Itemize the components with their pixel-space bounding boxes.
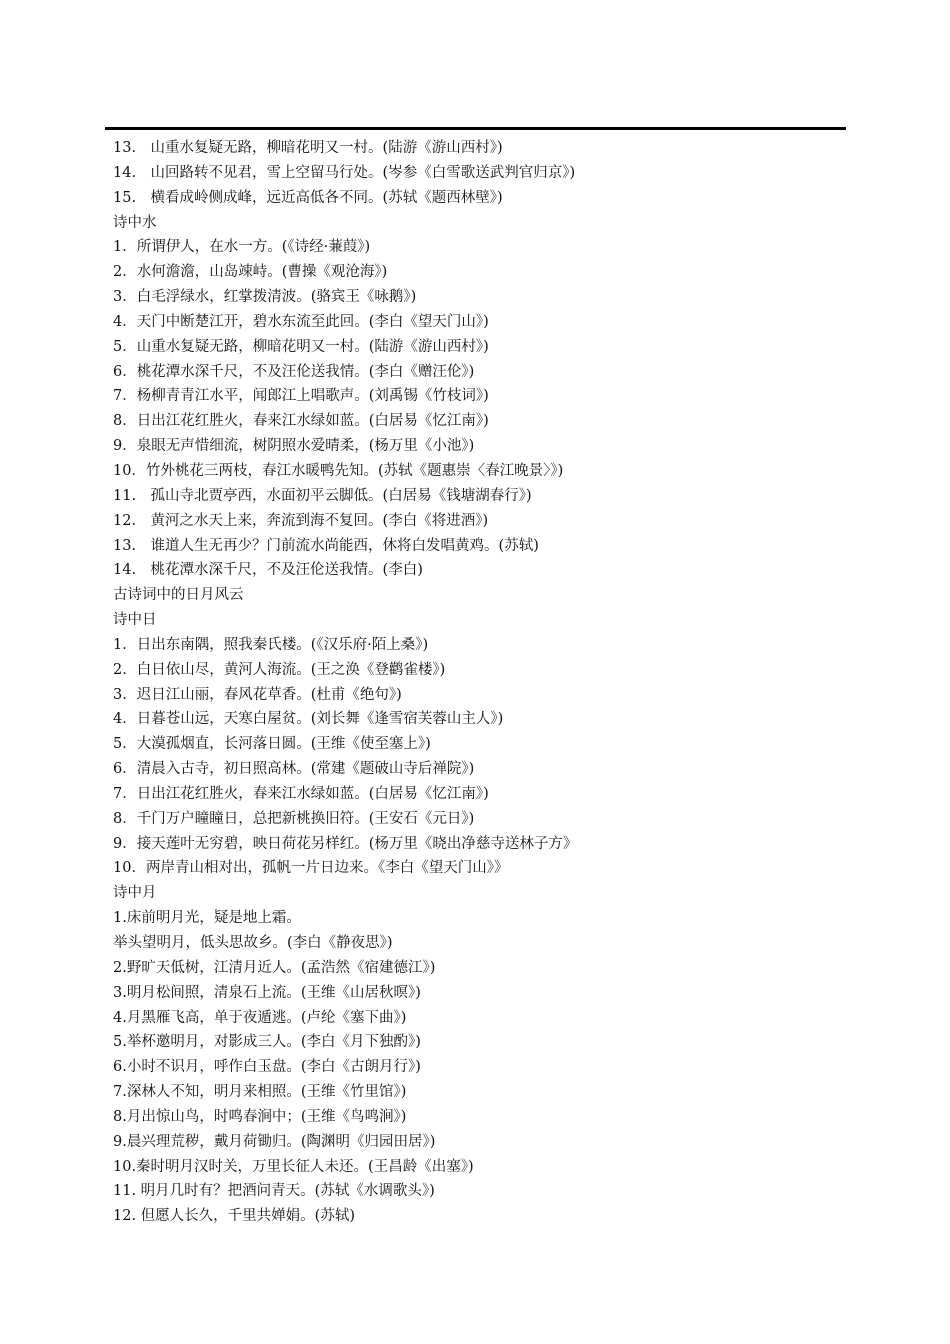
text-line: 14. 山回路转不见君，雪上空留马行处。(岑参《白雪歌送武判官归京》) [113,164,576,181]
text-line: 7．日出江花红胜火，春来江水绿如蓝。(白居易《忆江南》) [113,785,489,802]
text-line: 9.晨兴理荒秽，戴月荷锄归。(陶渊明《归园田居》) [113,1133,436,1150]
text-line: 3．白毛浮绿水，红掌拨清波。(骆宾王《咏鹅》) [113,289,417,306]
text-line: 12. 黄河之水天上来，奔流到海不复回。(李白《将进酒》) [113,512,489,529]
text-line: 10．竹外桃花三两枝，春江水暖鸭先知。(苏轼《题惠崇〈春江晚景〉》) [113,462,564,479]
text-line: 4.月黑雁飞高，单于夜遁逃。(卢纶《塞下曲》) [113,1009,407,1026]
text-line: 13. 山重水复疑无路，柳暗花明又一村。(陆游《游山西村》) [113,140,503,156]
text-line: 5．山重水复疑无路，柳暗花明又一村。(陆游《游山西村》) [113,338,489,355]
text-line: 2．水何澹澹，山岛竦峙。(曹操《观沧海》) [113,264,388,281]
text-line: 诗中日 [113,612,157,629]
text-line: 5．大漠孤烟直，长河落日圆。(王维《使至塞上》) [113,736,431,753]
text-line: 6.小时不识月，呼作白玉盘。(李白《古朗月行》) [113,1059,421,1076]
text-line: 7.深林人不知，明月来相照。(王维《竹里馆》) [113,1084,407,1101]
text-line: 15. 横看成岭侧成峰，远近高低各不同。(苏轼《题西林壁》) [113,189,503,206]
text-line: 1.床前明月光，疑是地上霜。 [113,910,301,927]
text-line: 14. 桃花潭水深千尺，不及汪伦送我情。(李白) [113,562,423,579]
text-line: 3.明月松间照，清泉石上流。(王维《山居秋暝》) [113,984,421,1001]
text-line: 1．日出东南隅，照我秦氏楼。(《汉乐府·陌上桑》) [113,636,429,653]
text-line: 4．天门中断楚江开，碧水东流至此回。(李白《望天门山》) [113,313,489,330]
text-line: 12. 但愿人长久，千里共婵娟。(苏轼) [113,1208,355,1225]
text-line: 13. 谁道人生无再少？门前流水尚能西，休将白发唱黄鸡。(苏轼) [113,537,539,554]
text-line: 8.月出惊山鸟，时鸣春涧中；(王维《鸟鸣涧》) [113,1108,407,1125]
text-line: 11. 孤山寺北贾亭西，水面初平云脚低。(白居易《钱塘湖春行》) [113,487,532,504]
text-line: 3．迟日江山丽，春风花草香。(杜甫《绝句》) [113,686,402,703]
text-line: 6．桃花潭水深千尺，不及汪伦送我情。(李白《赠汪伦》) [113,363,475,380]
text-line: 9．泉眼无声惜细流，树阴照水爱晴柔，(杨万里《小池》) [113,438,475,455]
header-rule [105,127,846,130]
text-line: 2.野旷天低树，江清月近人。(孟浩然《宿建德江》) [113,959,436,976]
poem-list [113,136,843,1229]
text-line: 6．清晨入古寺，初日照高林。(常建《题破山寺后禅院》) [113,761,475,778]
text-line: 10．两岸青山相对出，孤帆一片日边来。《李白《望天门山》》 [113,860,509,877]
text-line: 7．杨柳青青江水平，闻郎江上唱歌声。(刘禹锡《竹枝词》) [113,388,489,405]
text-line: 1．所谓伊人，在水一方。(《诗经·蒹葭》) [113,239,371,256]
text-line: 9．接天莲叶无穷碧，映日荷花另样红。(杨万里《晓出净慈寺送林子方》 [113,835,578,852]
text-line: 诗中月 [113,885,157,902]
text-line: 11. 明月几时有？把酒问青天。(苏轼《水调歌头》) [113,1183,435,1200]
text-line: 举头望明月，低头思故乡。(李白《静夜思》) [113,935,393,951]
text-line: 8．日出江花红胜火，春来江水绿如蓝。(白居易《忆江南》) [113,413,489,430]
text-line: 5.举杯邀明月，对影成三人。(李白《月下独酌》) [113,1034,421,1051]
text-line: 诗中水 [113,214,157,231]
text-line: 2．白日依山尽，黄河人海流。(王之涣《登鹳雀楼》) [113,661,446,678]
text-line: 4．日暮苍山远，天寒白屋贫。(刘长舞《逢雪宿芙蓉山主人》) [113,711,504,728]
text-line: 8．千门万户瞳瞳日，总把新桃换旧符。(王安石《元日》) [113,810,475,827]
text-line: 古诗词中的日月风云 [113,587,244,604]
text-line: 10.秦时明月汉时关，万里长征人未还。(王昌龄《出塞》) [113,1158,474,1175]
